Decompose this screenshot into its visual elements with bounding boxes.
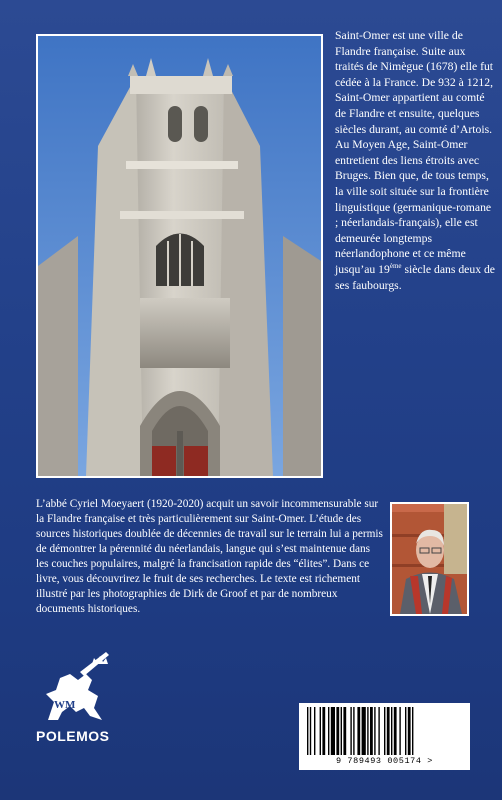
superscript-ordinal: ème [389,262,402,271]
publisher-logo [36,650,126,750]
cathedral-photo [36,34,323,478]
barcode-digits: 9 789493 005174 > [336,756,433,766]
logo-monogram: WM [54,699,76,711]
author-bio-paragraph: L’abbé Cyriel Moeyaert (1920-2020) acquit un savoir incommensurable sur la Flandre française et très particulièrement sur Saint-Omer. L’étude des sources historiques doublée de décennies de travail sur le terrain lui a permis de démontrer la pérennité du néerlandais, langue qui s’est maintenue dans les couches populaires, malgré la francisation rapide des “élites”. Dans ce livre, vous découvrirez le fruit de ses recherches. Le texte est richement illustré par les photographies de Dirk de Groof et par de nombreux documents historiques. [36,498,383,615]
isbn-barcode [299,703,470,770]
history-text-main: Saint-Omer est une ville de Flandre française. Suite aux traités de Nimègue (1678) elle fut cédée à la France. De 932 à 1212, Saint-Omer appartient au comté de Flandre et ensuite, quelques siècles durant, au comté d’Artois. Au Moyen Age, Saint-Omer entretient des liens étroits avec Bruges. Bien que, de tous temps, la ville soit située sur la frontière linguistique (germanique-romane ; néerlandais-français), elle est demeurée longtemps néerlandophone et ce même jusqu’au 19 [335,29,494,276]
author-portrait [390,502,469,616]
history-paragraph [335,28,495,293]
publisher-name: POLEMOS [36,728,110,744]
barcode-bars [305,707,464,755]
lion-emblem-icon [36,650,116,726]
history-text-end: siècle dans deux de ses faubourgs. [335,262,495,292]
